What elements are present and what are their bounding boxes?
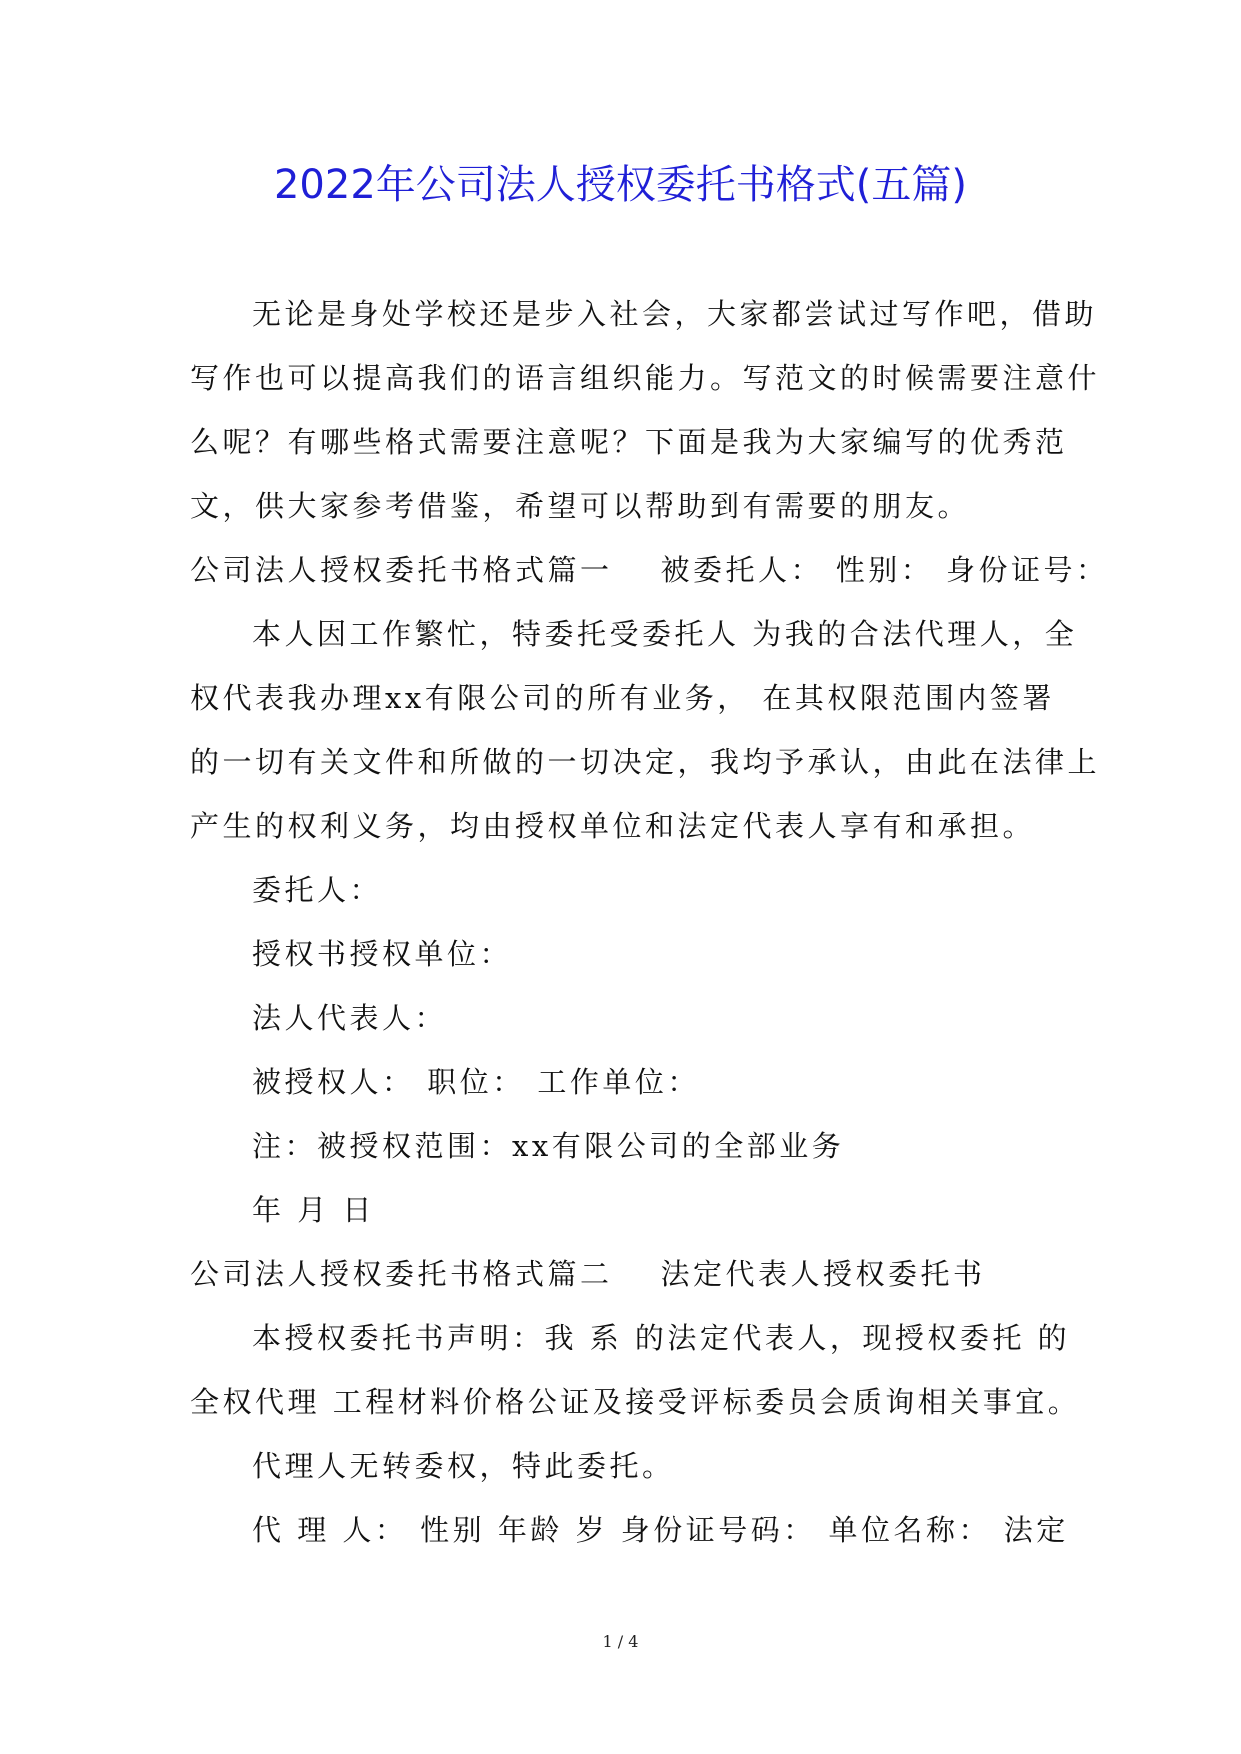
date-line: 年 月 日 — [252, 1193, 375, 1227]
paragraph-line: 全权代理 工程材料价格公证及接受评标委员会质询相关事宜。 — [190, 1385, 1081, 1419]
field-line: 被授权人： 职位： 工作单位： — [252, 1065, 700, 1099]
section-heading-line — [190, 538, 1109, 602]
paragraph-line: 么呢？有哪些格式需要注意呢？下面是我为大家编写的优秀范 — [190, 425, 1068, 459]
section-heading-tail: 被委托人： 性别： 身份证号： — [660, 553, 1109, 587]
document-body — [190, 282, 1109, 1562]
page-title: 2022年公司法人授权委托书格式(五篇) — [273, 162, 967, 208]
section-heading-tail: 法定代表人授权委托书 — [660, 1257, 986, 1291]
page-number: 1 / 4 — [602, 1632, 639, 1651]
field-line: 授权书授权单位： — [252, 937, 513, 971]
section-heading-line — [190, 1242, 1052, 1306]
paragraph-line: 写作也可以提高我们的语言组织能力。写范文的时候需要注意什 — [190, 361, 1101, 395]
paragraph-line: 的一切有关文件和所做的一切决定，我均予承认，由此在法律上 — [190, 745, 1101, 779]
paragraph-line: 代理人无转委权，特此委托。 — [252, 1449, 675, 1483]
paragraph-line: 本人因工作繁忙，特委托受委托人 为我的合法代理人，全 — [252, 617, 1078, 651]
paragraph-line: 产生的权利义务，均由授权单位和法定代表人享有和承担。 — [190, 809, 1036, 843]
paragraph-line: 权代表我办理xx有限公司的所有业务， 在其权限范围内签署 — [190, 681, 1055, 715]
field-line: 代 理 人： 性别 年龄 岁 身份证号码： 单位名称： 法定 — [252, 1513, 1069, 1547]
field-line: 注：被授权范围：xx有限公司的全部业务 — [252, 1129, 845, 1163]
paragraph-line: 无论是身处学校还是步入社会，大家都尝试过写作吧，借助 — [252, 297, 1098, 331]
field-line: 委托人： — [252, 873, 383, 907]
field-line: 法人代表人： — [252, 1001, 448, 1035]
section-heading: 公司法人授权委托书格式篇一 — [190, 553, 613, 587]
section-heading: 公司法人授权委托书格式篇二 — [190, 1257, 613, 1291]
paragraph-line: 本授权委托书声明：我 系 的法定代表人，现授权委托 的 — [252, 1321, 1071, 1355]
paragraph-line: 文，供大家参考借鉴，希望可以帮助到有需要的朋友。 — [190, 489, 971, 523]
